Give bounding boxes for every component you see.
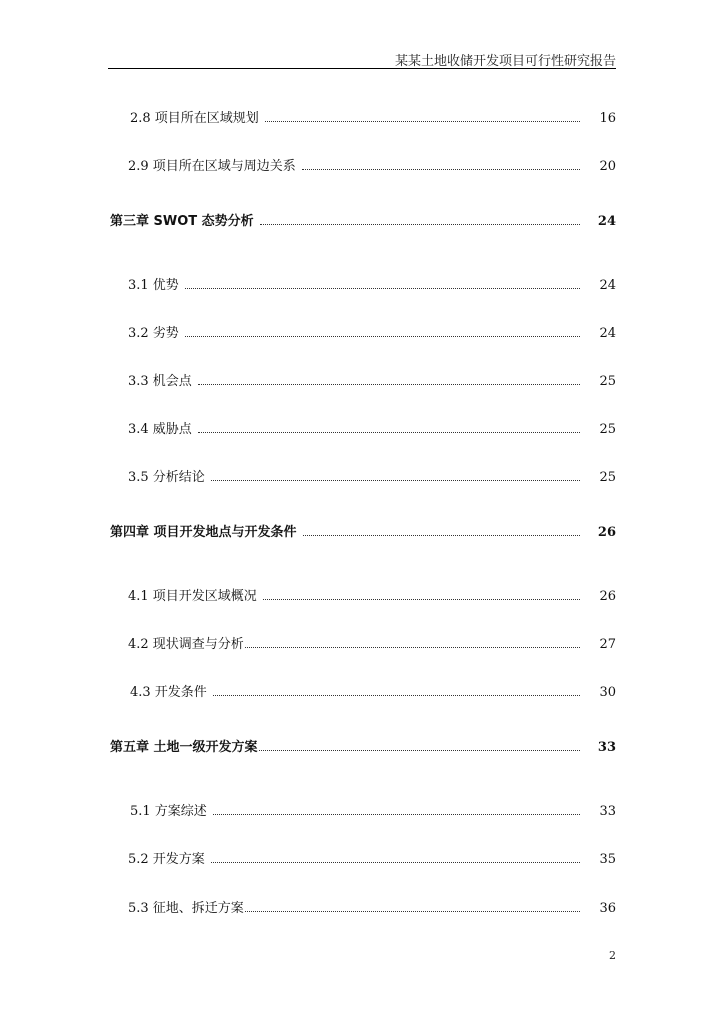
toc-entry-5-3[interactable] [0, 896, 724, 916]
toc-dot-leader [302, 168, 580, 170]
toc-dot-leader [245, 646, 580, 648]
toc-dot-leader [198, 431, 580, 433]
toc-entry-page: 25 [599, 470, 616, 485]
toc-dot-leader [211, 861, 580, 863]
toc-entry-label: 3.5 分析结论 [128, 470, 205, 485]
toc-entry-page: 16 [599, 111, 616, 126]
toc-entry-page: 25 [599, 422, 616, 437]
toc-entry-page: 33 [599, 804, 616, 819]
toc-dot-leader [259, 749, 580, 751]
toc-entry-label: 3.3 机会点 [128, 374, 192, 389]
toc-dot-leader [198, 383, 580, 385]
toc-chapter-label: 第三章 SWOT 态势分析 [110, 214, 254, 229]
toc-entry-3-1[interactable] [0, 273, 724, 293]
toc-entry-4-1[interactable] [0, 584, 724, 604]
toc-chapter-label: 第四章 项目开发地点与开发条件 [110, 525, 297, 540]
toc-entry-page: 20 [599, 159, 616, 174]
page-number: 2 [609, 949, 616, 962]
toc-entry-label: 3.2 劣势 [128, 326, 179, 341]
toc-entry-page: 26 [599, 589, 616, 604]
toc-entry-page: 27 [599, 637, 616, 652]
toc-entry-3-3[interactable] [0, 369, 724, 389]
toc-dot-leader [213, 813, 580, 815]
toc-entry-page: 24 [599, 278, 616, 293]
toc-entry-label: 4.1 项目开发区域概况 [128, 589, 257, 604]
toc-entry-label: 5.1 方案综述 [130, 804, 207, 819]
toc-entry-label: 5.2 开发方案 [128, 852, 205, 867]
toc-dot-leader [211, 479, 580, 481]
toc-entry-5-2[interactable] [0, 847, 724, 867]
toc-entry-label: 3.1 优势 [128, 278, 179, 293]
toc-entry-label: 2.9 项目所在区域与周边关系 [128, 159, 296, 174]
toc-dot-leader [213, 694, 580, 696]
toc-chapter-page: 33 [597, 740, 616, 755]
toc-entry-page: 30 [599, 685, 616, 700]
toc-entry-page: 24 [599, 326, 616, 341]
toc-entry-page: 36 [599, 901, 616, 916]
toc-entry-label: 5.3 征地、拆迁方案 [128, 901, 244, 916]
toc-entry-3-5[interactable] [0, 465, 724, 485]
toc-entry-label: 4.2 现状调查与分析 [128, 637, 244, 652]
toc-dot-leader [245, 910, 580, 912]
toc-entry-label: 3.4 威胁点 [128, 422, 192, 437]
toc-dot-leader [265, 120, 580, 122]
toc-entry-4-3[interactable] [0, 680, 724, 700]
toc-chapter-page: 24 [597, 214, 616, 229]
toc-entry-page: 35 [599, 852, 616, 867]
toc-entry-3-2[interactable] [0, 321, 724, 341]
toc-chapter-3[interactable] [0, 209, 724, 229]
page-header-title: 某某土地收储开发项目可行性研究报告 [394, 54, 616, 69]
toc-dot-leader [303, 534, 580, 536]
toc-entry-label: 2.8 项目所在区域规划 [130, 111, 259, 126]
toc-dot-leader [185, 287, 580, 289]
toc-entry-5-1[interactable] [0, 799, 724, 819]
toc-chapter-4[interactable] [0, 520, 724, 540]
toc-dot-leader [185, 335, 580, 337]
toc-entry-3-4[interactable] [0, 417, 724, 437]
toc-entry-2-8[interactable] [0, 106, 724, 126]
toc-entry-page: 25 [599, 374, 616, 389]
toc-entry-2-9[interactable] [0, 154, 724, 174]
toc-dot-leader [260, 223, 580, 225]
toc-chapter-label: 第五章 土地一级开发方案 [110, 740, 258, 755]
toc-chapter-5[interactable] [0, 735, 724, 755]
toc-entry-label: 4.3 开发条件 [130, 685, 207, 700]
toc-dot-leader [263, 598, 580, 600]
toc-entry-4-2[interactable] [0, 632, 724, 652]
toc-chapter-page: 26 [597, 525, 616, 540]
